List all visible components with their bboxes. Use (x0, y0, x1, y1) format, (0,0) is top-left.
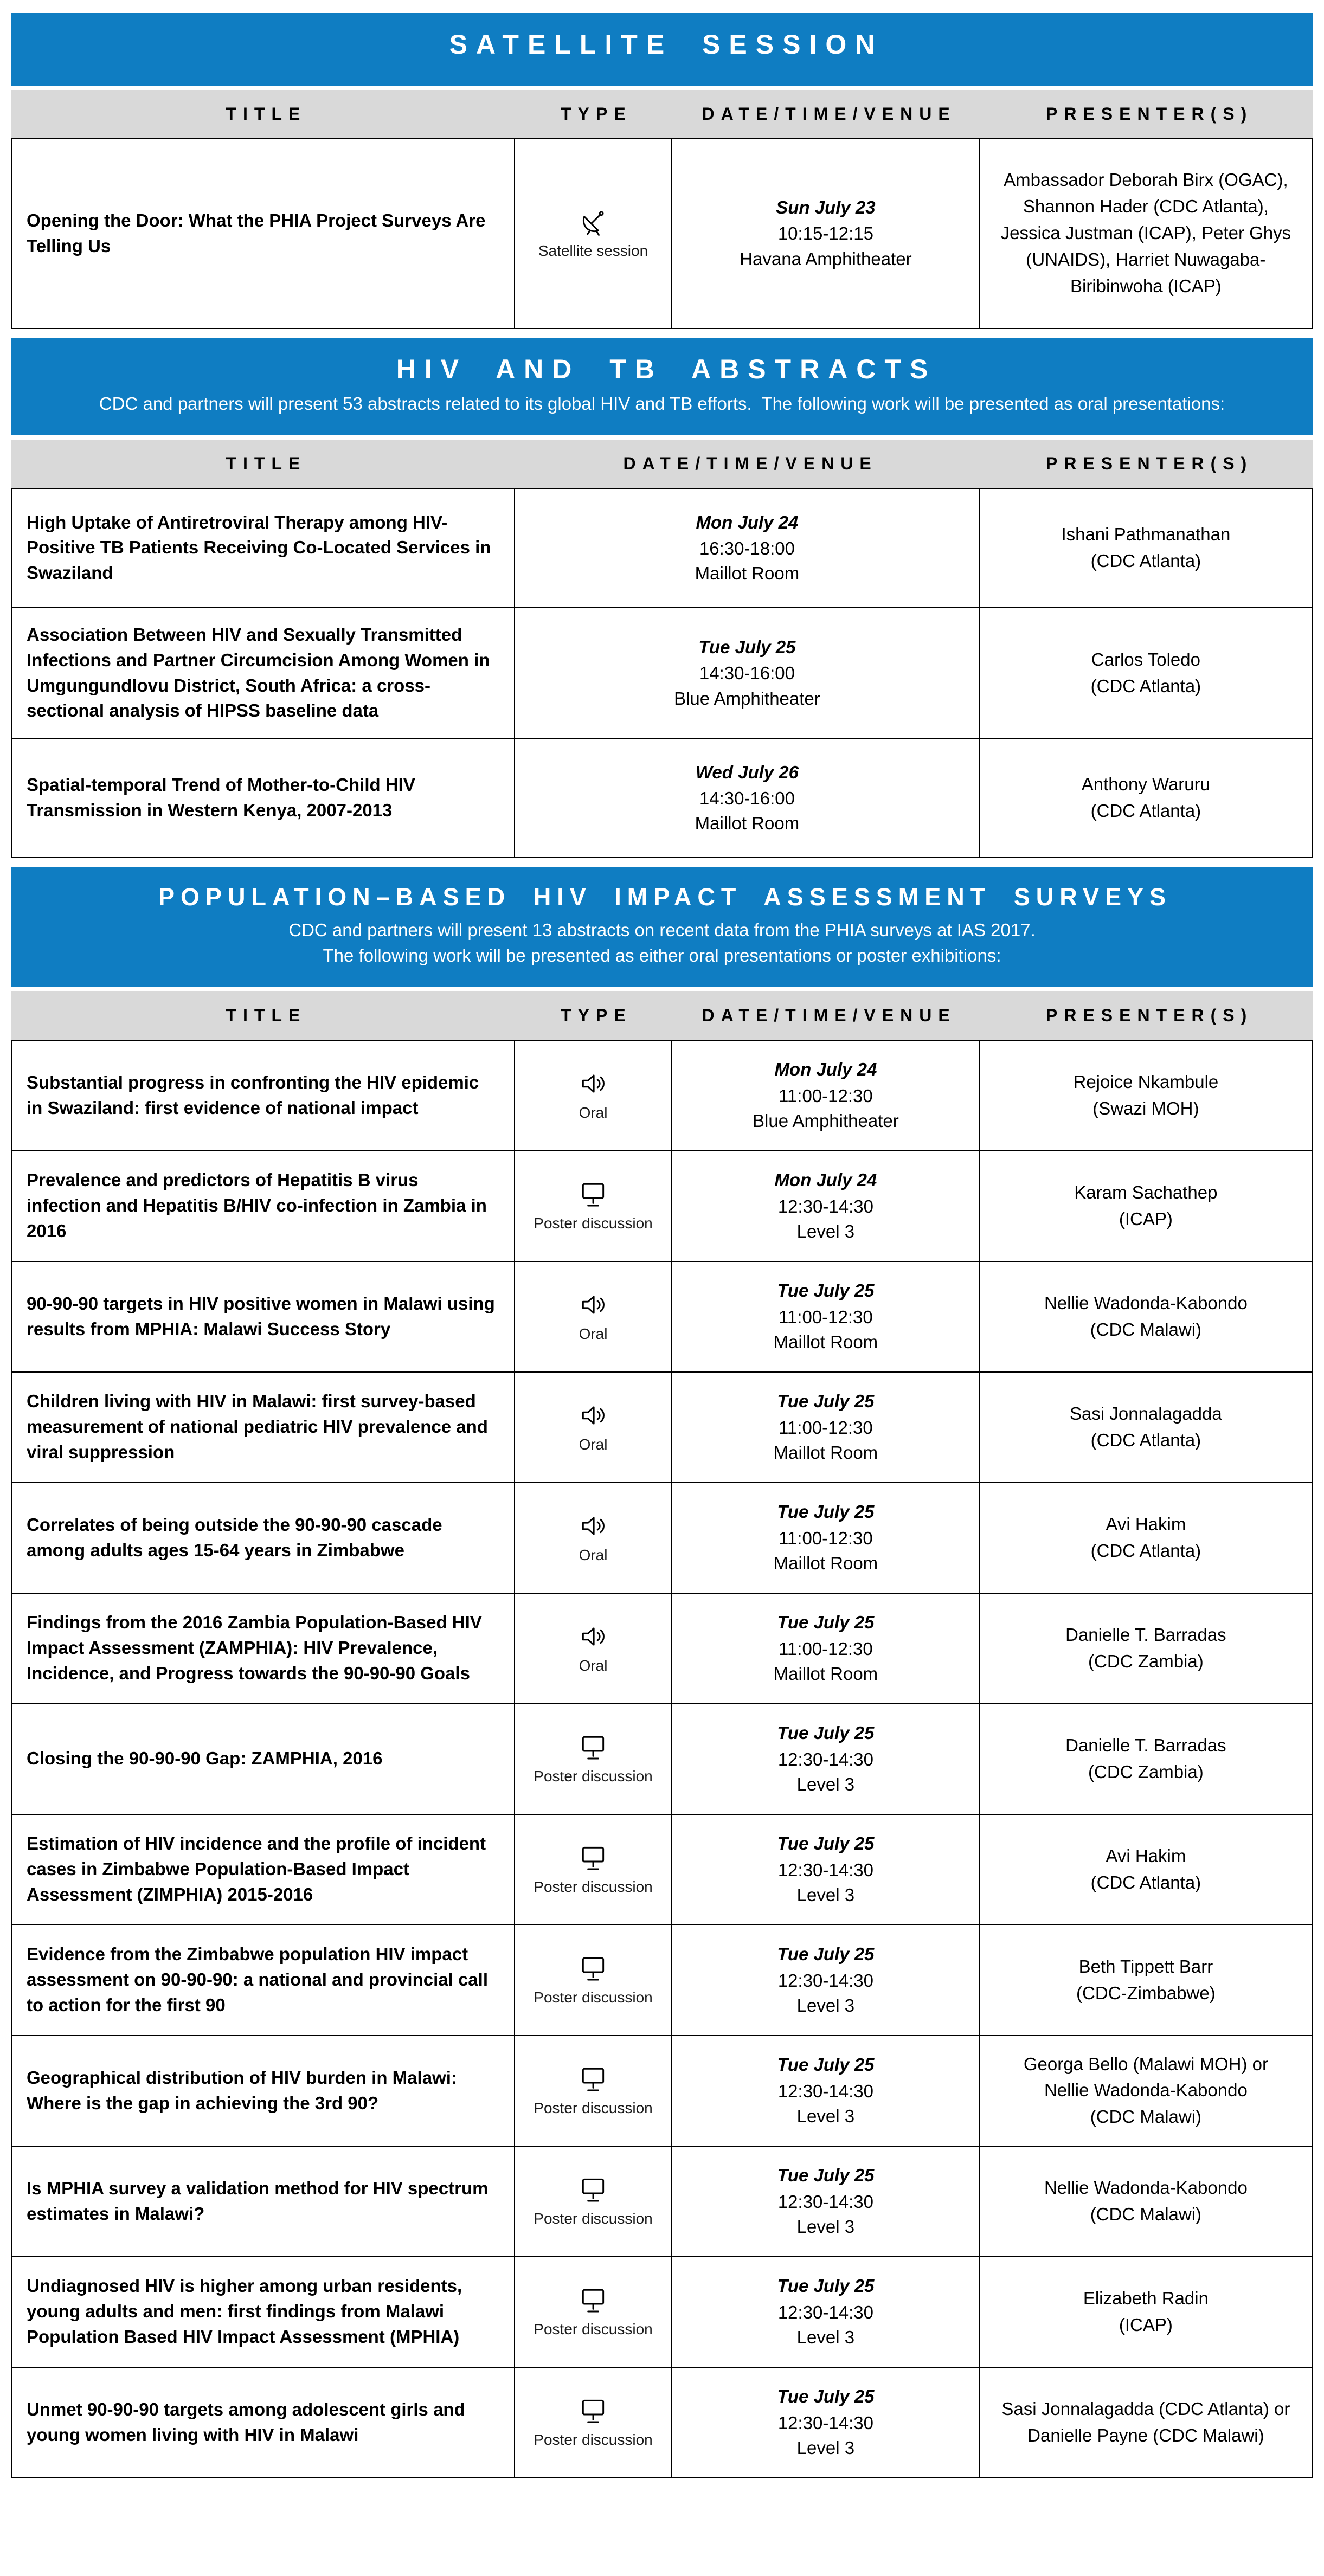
date-time-venue-cell (672, 1151, 980, 1261)
event-day: Tue July 25 (777, 1502, 875, 1522)
event-day: Mon July 24 (696, 512, 799, 532)
table-row (12, 139, 1313, 329)
abstract-title: Prevalence and predictors of Hepatitis B virus infection and Hepatitis B/HIV co-infection in Zambia in 2016 (12, 1151, 515, 1261)
event-time: 12:30-14:30 (777, 2191, 873, 2212)
session-type-cell (515, 139, 672, 328)
abstract-title: 90-90-90 targets in HIV positive women in Malawi using results from MPHIA: Malawi Success Story (12, 1262, 515, 1371)
event-time: 12:30-14:30 (777, 2081, 873, 2101)
abstract-title: Undiagnosed HIV is higher among urban residents, young adults and men: first findings from Malawi Population Based HIV Impact Assessment (MPHIA) (12, 2257, 515, 2367)
event-time: 11:00-12:30 (779, 1417, 873, 1438)
event-day: Tue July 25 (777, 1723, 875, 1743)
event-day: Tue July 25 (777, 2386, 875, 2407)
session-type-cell (515, 1041, 672, 1150)
presenter-line: Ambassador Deborah Birx (OGAC), Shannon Hader (CDC Atlanta), Jessica Justman (ICAP), Peter Ghys (UNAIDS), Harriet Nuwagaba-Biribinwoha (ICAP) (1000, 170, 1291, 296)
session-type-label: Poster discussion (534, 1215, 653, 1232)
section-title: HIV AND TB ABSTRACTS (396, 353, 937, 384)
column-header-row (11, 440, 1313, 488)
event-day: Tue July 25 (777, 2165, 875, 2186)
event-time: 14:30-16:00 (699, 663, 795, 684)
presenter-line: (CDC-Zimbabwe) (1076, 1982, 1216, 2003)
table-row (12, 489, 1313, 608)
table-row (12, 1815, 1313, 1925)
speaker-icon (578, 1400, 608, 1431)
presenter-line: Georga Bello (Malawi MOH) or (1023, 2053, 1268, 2074)
table-row (12, 1594, 1313, 1704)
abstract-title: Closing the 90-90-90 Gap: ZAMPHIA, 2016 (12, 1704, 515, 1814)
presenter-line: Nellie Wadonda-Kabondo (1044, 1292, 1248, 1313)
column-label: PRESENTER(S) (1046, 104, 1254, 124)
session-type-label: Oral (579, 1657, 608, 1675)
session-type-cell (515, 1373, 672, 1482)
date-time-venue-cell (672, 1041, 980, 1150)
presenter-line: Nellie Wadonda-Kabondo (1044, 2177, 1248, 2198)
event-time: 12:30-14:30 (777, 2412, 873, 2433)
column-header-row (11, 991, 1313, 1040)
session-type-label: Poster discussion (534, 2431, 653, 2449)
session-type-cell (515, 1151, 672, 1261)
session-type-cell (515, 2368, 672, 2477)
event-venue: Maillot Room (773, 1442, 878, 1463)
date-time-venue-cell (515, 739, 980, 857)
presenters-cell (980, 608, 1313, 738)
column-label: TYPE (561, 104, 632, 124)
session-type-label: Satellite session (538, 242, 648, 259)
abstract-title: Findings from the 2016 Zambia Population-Based HIV Impact Assessment (ZAMPHIA): HIV Prevalence, Incidence, and Progress towards the 90-90-90 Goals (12, 1594, 515, 1703)
session-type-cell (515, 2257, 672, 2367)
phia-surveys-table (11, 1040, 1313, 2478)
presenter-line: (CDC Zambia) (1088, 1651, 1204, 1671)
poster-board-icon (578, 2174, 608, 2205)
column-label: TITLE (226, 104, 307, 124)
column-label: DATE/TIME/VENUE (702, 1005, 956, 1025)
presenter-line: (ICAP) (1119, 1208, 1173, 1229)
event-day: Tue July 25 (777, 2055, 875, 2075)
column-label: PRESENTER(S) (1046, 453, 1254, 473)
event-venue: Havana Amphitheater (740, 248, 912, 269)
section-title: POPULATION–BASED HIV IMPACT ASSESSMENT SURVEYS (158, 883, 1172, 911)
event-time: 16:30-18:00 (699, 538, 795, 558)
session-type-label: Poster discussion (534, 2321, 653, 2338)
presenter-line: (CDC Malawi) (1090, 2107, 1202, 2127)
date-time-venue-cell (672, 2036, 980, 2146)
session-type-label: Oral (579, 1104, 608, 1122)
session-type-cell (515, 1925, 672, 2035)
abstract-title: Geographical distribution of HIV burden in Malawi: Where is the gap in achieving the 3rd 90? (12, 2036, 515, 2146)
presenter-line: (CDC Atlanta) (1090, 1429, 1201, 1450)
abstract-title: Unmet 90-90-90 targets among adolescent girls and young women living with HIV in Malawi (12, 2368, 515, 2477)
section-subtitle: The following work will be presented as either oral presentations or poster exhibitions: (323, 945, 1001, 965)
event-day: Tue July 25 (777, 1833, 875, 1854)
section-satellite-session (11, 13, 1313, 329)
date-time-venue-cell (672, 2147, 980, 2256)
presenters-cell (980, 1373, 1313, 1482)
presenter-line: (CDC Malawi) (1090, 2204, 1202, 2224)
presenters-cell (980, 739, 1313, 857)
event-time: 11:00-12:30 (779, 1528, 873, 1548)
event-time: 11:00-12:30 (779, 1306, 873, 1327)
event-day: Tue July 25 (777, 1944, 875, 1965)
presenter-line: Danielle T. Barradas (1065, 1624, 1226, 1645)
banner-subtitles (20, 391, 1304, 417)
session-type-label: Poster discussion (534, 2100, 653, 2117)
session-type-cell (515, 1483, 672, 1593)
poster-board-icon (578, 1953, 608, 1983)
date-time-venue-cell (672, 1815, 980, 1924)
table-row (12, 2257, 1313, 2368)
table-row (12, 1262, 1313, 1373)
event-venue: Blue Amphitheater (753, 1110, 899, 1131)
date-time-venue-cell (672, 1262, 980, 1371)
presenter-line: (CDC Atlanta) (1090, 1872, 1201, 1892)
abstract-title: Spatial-temporal Trend of Mother-to-Child HIV Transmission in Western Kenya, 2007-2013 (12, 739, 515, 857)
session-type-label: Poster discussion (534, 2210, 653, 2227)
date-time-venue-cell (672, 1925, 980, 2035)
event-venue: Maillot Room (695, 813, 800, 834)
presenters-cell (980, 1594, 1313, 1703)
presenter-line: (CDC Malawi) (1090, 1319, 1202, 1339)
event-day: Mon July 24 (774, 1170, 877, 1190)
table-row (12, 1704, 1313, 1815)
presenter-line: Avi Hakim (1106, 1845, 1186, 1866)
speaker-icon (578, 1511, 608, 1541)
event-time: 12:30-14:30 (777, 1859, 873, 1880)
presenter-line: Carlos Toledo (1091, 649, 1200, 669)
presenter-line: (ICAP) (1119, 2314, 1173, 2335)
poster-board-icon (578, 2064, 608, 2094)
satellite-session-banner (11, 13, 1313, 86)
presenter-line: Danielle Payne (CDC Malawi) (1027, 2425, 1264, 2445)
presenters-cell (980, 139, 1313, 328)
event-venue: Maillot Room (773, 1331, 878, 1352)
speaker-icon (578, 1621, 608, 1652)
presenter-line: Karam Sachathep (1074, 1182, 1218, 1202)
event-day: Tue July 25 (777, 1280, 875, 1301)
table-row (12, 1925, 1313, 2036)
abstract-title: Children living with HIV in Malawi: first survey-based measurement of national pediatric HIV prevalence and viral suppression (12, 1373, 515, 1482)
presenter-line: (Swazi MOH) (1092, 1098, 1199, 1118)
event-time: 12:30-14:30 (777, 1749, 873, 1769)
abstract-title: Correlates of being outside the 90-90-90 cascade among adults ages 15-64 years in Zimbabwe (12, 1483, 515, 1593)
date-time-venue-cell (672, 1373, 980, 1482)
section-hiv-and-tb-abstracts (11, 338, 1313, 859)
event-day: Tue July 25 (777, 2276, 875, 2296)
abstract-title: Substantial progress in confronting the HIV epidemic in Swaziland: first evidence of national impact (12, 1041, 515, 1150)
table-row (12, 1483, 1313, 1594)
event-venue: Level 3 (796, 1884, 855, 1905)
presenter-line: Ishani Pathmanathan (1061, 524, 1231, 545)
speaker-icon (578, 1068, 608, 1099)
event-time: 11:00-12:30 (779, 1085, 873, 1106)
table-row (12, 2147, 1313, 2257)
abstract-title: Opening the Door: What the PHIA Project Surveys Are Telling Us (12, 139, 515, 328)
event-venue: Maillot Room (773, 1553, 878, 1573)
date-time-venue-cell (672, 1483, 980, 1593)
presenters-cell (980, 1041, 1313, 1150)
hiv-tb-banner (11, 338, 1313, 435)
session-type-cell (515, 1594, 672, 1703)
presenters-cell (980, 1151, 1313, 1261)
abstract-title: Estimation of HIV incidence and the profile of incident cases in Zimbabwe Population-Based Impact Assessment (ZIMPHIA) 2015-2016 (12, 1815, 515, 1924)
event-venue: Level 3 (796, 2437, 855, 2458)
presenters-cell (980, 1815, 1313, 1924)
event-day: Wed July 26 (695, 762, 799, 783)
presenters-cell (980, 2257, 1313, 2367)
satellite-dish-icon (578, 207, 608, 237)
event-day: Sun July 23 (776, 197, 876, 218)
session-type-label: Oral (579, 1436, 608, 1453)
presenter-line: (CDC Zambia) (1088, 1761, 1204, 1782)
event-time: 14:30-16:00 (699, 788, 795, 809)
table-row (12, 1151, 1313, 1262)
poster-board-icon (578, 1179, 608, 1209)
session-type-label: Poster discussion (534, 1989, 653, 2006)
poster-board-icon (578, 1843, 608, 1873)
column-label: TITLE (226, 453, 307, 473)
banner-subtitles (20, 918, 1304, 969)
section-phia-surveys (11, 867, 1313, 2478)
date-time-venue-cell (515, 608, 980, 738)
presenter-line: Avi Hakim (1106, 1514, 1186, 1534)
presenter-line: Danielle T. Barradas (1065, 1735, 1226, 1755)
abstract-title: Association Between HIV and Sexually Transmitted Infections and Partner Circumcision Among Women in Umgungundlovu District, South Africa: a cross-sectional analysis of HIPSS baseline data (12, 608, 515, 738)
abstract-title: High Uptake of Antiretroviral Therapy among HIV-Positive TB Patients Receiving Co-Located Services in Swaziland (12, 489, 515, 607)
section-subtitle: CDC and partners will present 13 abstracts on recent data from the PHIA surveys at IAS 2017. (288, 920, 1036, 941)
event-venue: Level 3 (796, 1221, 855, 1241)
date-time-venue-cell (515, 489, 980, 607)
abstract-title: Is MPHIA survey a validation method for HIV spectrum estimates in Malawi? (12, 2147, 515, 2256)
event-venue: Level 3 (796, 1774, 855, 1794)
section-title: SATELLITE SESSION (449, 29, 884, 60)
session-type-cell (515, 1815, 672, 1924)
hiv-tb-abstracts-table (11, 488, 1313, 858)
session-type-label: Oral (579, 1325, 608, 1343)
event-time: 10:15-12:15 (777, 223, 873, 244)
presenter-line: (CDC Atlanta) (1090, 801, 1201, 821)
event-day: Tue July 25 (698, 637, 796, 658)
presenter-line: Sasi Jonnalagadda (1070, 1403, 1222, 1424)
presenter-line: Anthony Waruru (1081, 774, 1210, 795)
event-venue: Level 3 (796, 2216, 855, 2237)
session-type-cell (515, 1262, 672, 1371)
session-type-label: Oral (579, 1547, 608, 1564)
poster-board-icon (578, 2285, 608, 2315)
poster-board-icon (578, 1732, 608, 1762)
column-label: TITLE (226, 1005, 307, 1025)
presenter-line: (CDC Atlanta) (1090, 550, 1201, 571)
date-time-venue-cell (672, 2257, 980, 2367)
event-venue: Level 3 (796, 1995, 855, 2015)
column-label: DATE/TIME/VENUE (623, 453, 878, 473)
session-type-label: Poster discussion (534, 1878, 653, 1896)
presenters-cell (980, 1704, 1313, 1814)
presenters-cell (980, 1483, 1313, 1593)
event-day: Tue July 25 (777, 1612, 875, 1633)
presenter-line: Elizabeth Radin (1083, 2288, 1209, 2308)
session-type-label: Poster discussion (534, 1768, 653, 1785)
table-row (12, 608, 1313, 739)
presenter-line: Nellie Wadonda-Kabondo (1044, 2080, 1248, 2101)
column-label: DATE/TIME/VENUE (702, 104, 956, 124)
presenters-cell (980, 2147, 1313, 2256)
satellite-session-table (11, 138, 1313, 329)
abstract-title: Evidence from the Zimbabwe population HIV impact assessment on 90-90-90: a national and provincial call to action for the first 90 (12, 1925, 515, 2035)
column-label: TYPE (561, 1005, 632, 1025)
date-time-venue-cell (672, 139, 980, 328)
phia-surveys-banner (11, 867, 1313, 987)
event-time: 12:30-14:30 (777, 1970, 873, 1991)
presenters-cell (980, 489, 1313, 607)
date-time-venue-cell (672, 1594, 980, 1703)
event-day: Mon July 24 (774, 1059, 877, 1080)
event-day: Tue July 25 (777, 1391, 875, 1412)
table-row (12, 1373, 1313, 1483)
presenter-line: (CDC Atlanta) (1090, 675, 1201, 696)
section-subtitle: CDC and partners will present 53 abstracts related to its global HIV and TB efforts. The following work will be presented as oral presentations: (99, 394, 1225, 414)
date-time-venue-cell (672, 2368, 980, 2477)
table-row (12, 1041, 1313, 1151)
presenter-line: Sasi Jonnalagadda (CDC Atlanta) or (1001, 2398, 1290, 2419)
event-venue: Level 3 (796, 2105, 855, 2126)
session-type-cell (515, 1704, 672, 1814)
event-venue: Maillot Room (695, 563, 800, 583)
table-row (12, 739, 1313, 858)
presenters-cell (980, 1925, 1313, 2035)
date-time-venue-cell (672, 1704, 980, 1814)
presenters-cell (980, 2036, 1313, 2146)
column-label: PRESENTER(S) (1046, 1005, 1254, 1025)
table-row (12, 2368, 1313, 2478)
presenter-line: Beth Tippett Barr (1078, 1956, 1213, 1976)
event-venue: Level 3 (796, 2327, 855, 2347)
session-type-cell (515, 2036, 672, 2146)
table-row (12, 2036, 1313, 2147)
event-time: 12:30-14:30 (777, 1196, 873, 1216)
event-venue: Blue Amphitheater (674, 688, 820, 709)
event-venue: Maillot Room (773, 1663, 878, 1684)
session-type-cell (515, 2147, 672, 2256)
poster-board-icon (578, 2395, 608, 2426)
event-time: 11:00-12:30 (779, 1638, 873, 1659)
presenter-line: Rejoice Nkambule (1073, 1071, 1219, 1092)
presenters-cell (980, 1262, 1313, 1371)
event-time: 12:30-14:30 (777, 2302, 873, 2322)
speaker-icon (578, 1290, 608, 1320)
presenters-cell (980, 2368, 1313, 2477)
presenter-line: (CDC Atlanta) (1090, 1540, 1201, 1561)
column-header-row (11, 90, 1313, 138)
